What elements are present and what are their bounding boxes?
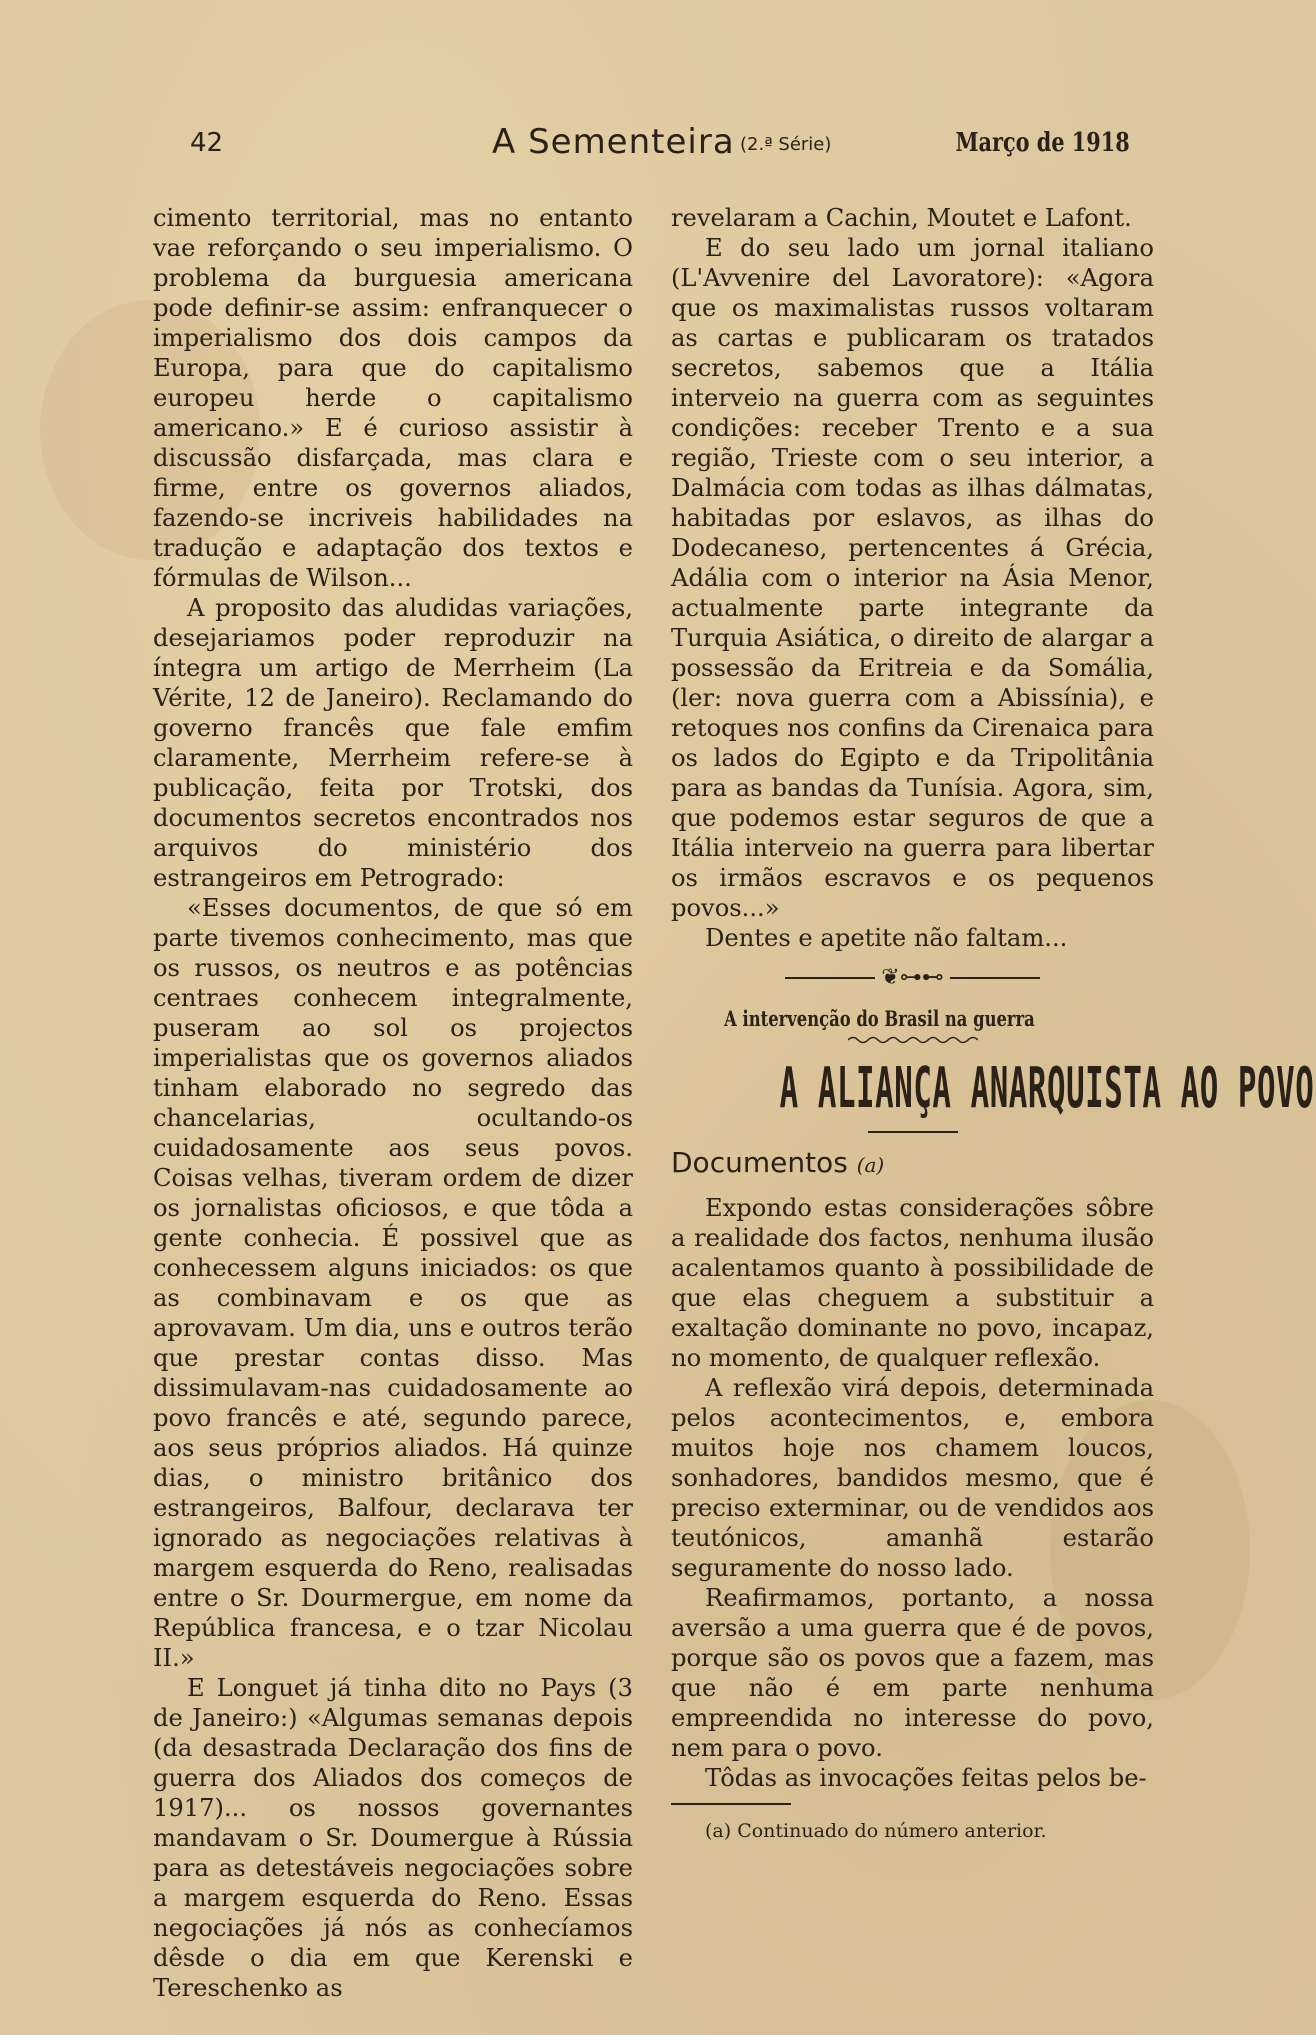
paragraph: Expondo estas considerações sôbre a realidade dos factos, nenhuma ilusão acalentamos quanto à possibilidade de que elas cheguem a substituir a exaltação dominante no povo, incapaz, no momento, de qualquer reflexão. — [671, 1194, 1154, 1372]
ornament-icon: ❦⊶⊷ — [881, 965, 944, 990]
right-column — [671, 203, 1315, 1843]
paragraph: E do seu lado um jornal italiano (L'Avvenire del Lavoratore): «Agora que os maximalistas russos voltaram as cartas e publicaram os tratados secretos, sabemos que a Itália interveio na guerra com as seguintes condições: receber Trento e a sua região, Trieste com o seu interior, a Dalmácia com todas as ilhas dálmatas, habitadas por eslavos, as ilhas do Dodecaneso, pertencentes á Grécia, Adália com o interior na Ásia Menor, actualmente parte integrante da Turquia Asiática, o direito de alargar a possessão da Eritreia e da Somália, (ler: nova guerra com a Abissínia), e retoques nos confins da Cirenaica para os lados do Egipto e da Tripolitânia para as bandas da Tunísia. Agora, sim, que podemos estar seguros de que a Itália interveio na guerra para libertar os irmãos escravos e os pequenos povos...» — [671, 234, 1154, 922]
paragraph: «Esses documentos, de que só em parte tivemos conhecimento, mas que os russos, os neutros e as potências centraes conhecem integralmente, puseram ao sol os projectos imperialistas que os governos aliados tinham elaborado no segredo das chancelarias, ocultando-os cuidadosamente aos seus povos. Coisas velhas, tiveram ordem de dizer os jornalistas oficiosos, e que tôda a gente conhecia. É possivel que as conhecessem alguns iniciados: os que as combinavam e os que as aprovavam. Um dia, uns e outros terão que prestar contas disso. Mas dissimulavam-nas cuidadosamente ao povo francês e até, segundo parece, aos seus próprios aliados. Há quinze dias, o ministro britânico dos estrangeiros, Balfour, declarava ter ignorado as negociações relativas à margem esquerda do Reno, realisadas entre o Sr. Dourmergue, em nome da República francesa, e o tzar Nicolau II.» — [153, 894, 633, 1672]
section-heading: A intervenção do Brasil na guerra — [724, 1006, 1035, 1031]
left-column — [153, 203, 633, 2003]
paragraph: A reflexão virá depois, determinada pelos acontecimentos, e, embora muitos hoje nos chamem loucos, sonhadores, bandidos mesmo, que é preciso exterminar, ou de vendidos aos teutónicos, amanhã estarão seguramente do nosso lado. — [671, 1374, 1154, 1582]
article-subheading — [671, 1147, 1154, 1181]
paragraph: A proposito das aludidas variações, desejariamos poder reproduzir na íntegra um artigo de Merrheim (La Vérite, 12 de Janeiro). Reclamando do governo francês que fale emfim claramente, Merrheim refere-se à publicação, feita por Trotski, dos documentos secretos encontrados nos arquivos do ministério dos estrangeiros em Petrogrado: — [153, 594, 633, 892]
footnote-marker: (a) — [856, 1153, 885, 1177]
paragraph: cimento territorial, mas no entanto vae reforçando o seu imperialismo. O problema da burguesia americana pode definir-se assim: enfranquecer o imperialismo dos dois campos da Europa, para que do capitalismo europeu herde o capitalismo americano.» E é curioso assistir à discussão disfarçada, mas clara e firme, entre os governos aliados, fazendo-se incriveis habilidades na tradução e adaptação dos textos e fórmulas de Wilson... — [153, 204, 633, 592]
paragraph: revelaram a Cachin, Moutet e Lafont. — [671, 204, 1132, 232]
page-number: 42 — [190, 128, 224, 158]
article-headline: A ALIANÇA ANARQUISTA AO POVO — [779, 1056, 1315, 1121]
subheading-text: Documentos — [671, 1146, 848, 1179]
journal-series: (2.ª Série) — [740, 134, 832, 155]
paragraph: Tôdas as invocações feitas pelos be- — [705, 1764, 1147, 1792]
divider-line — [950, 977, 1040, 979]
paragraph: Dentes e apetite não faltam... — [705, 924, 1068, 952]
journal-title: A Sementeira — [492, 122, 735, 162]
footnote: (a) Continuado do número anterior. — [705, 1820, 1047, 1842]
short-rule — [868, 1131, 958, 1133]
divider-line — [785, 977, 875, 979]
footnote-rule — [671, 1803, 791, 1805]
page-header — [190, 124, 1130, 164]
issue-date: Março de 1918 — [955, 128, 1130, 158]
ornamental-divider — [671, 961, 1154, 995]
paragraph: Reafirmamos, portanto, a nossa aversão a uma guerra que é de povos, porque são os povos que a fazem, mas que não é em parte nenhuma empreendida no interesse do povo, nem para o povo. — [671, 1584, 1154, 1762]
paragraph: E Longuet já tinha dito no Pays (3 de Janeiro:) «Algumas semanas depois (da desastrada Declaração dos fins de guerra dos Aliados dos começos de 1917)... os nossos governantes mandavam o Sr. Doumergue à Rússia para as detestáveis negociações sobre a margem esquerda do Reno. Essas negociações já nós as conhecíamos dêsde o dia em que Kerenski e Tereschenko as — [153, 1674, 633, 2002]
wavy-rule-icon — [848, 1035, 978, 1045]
